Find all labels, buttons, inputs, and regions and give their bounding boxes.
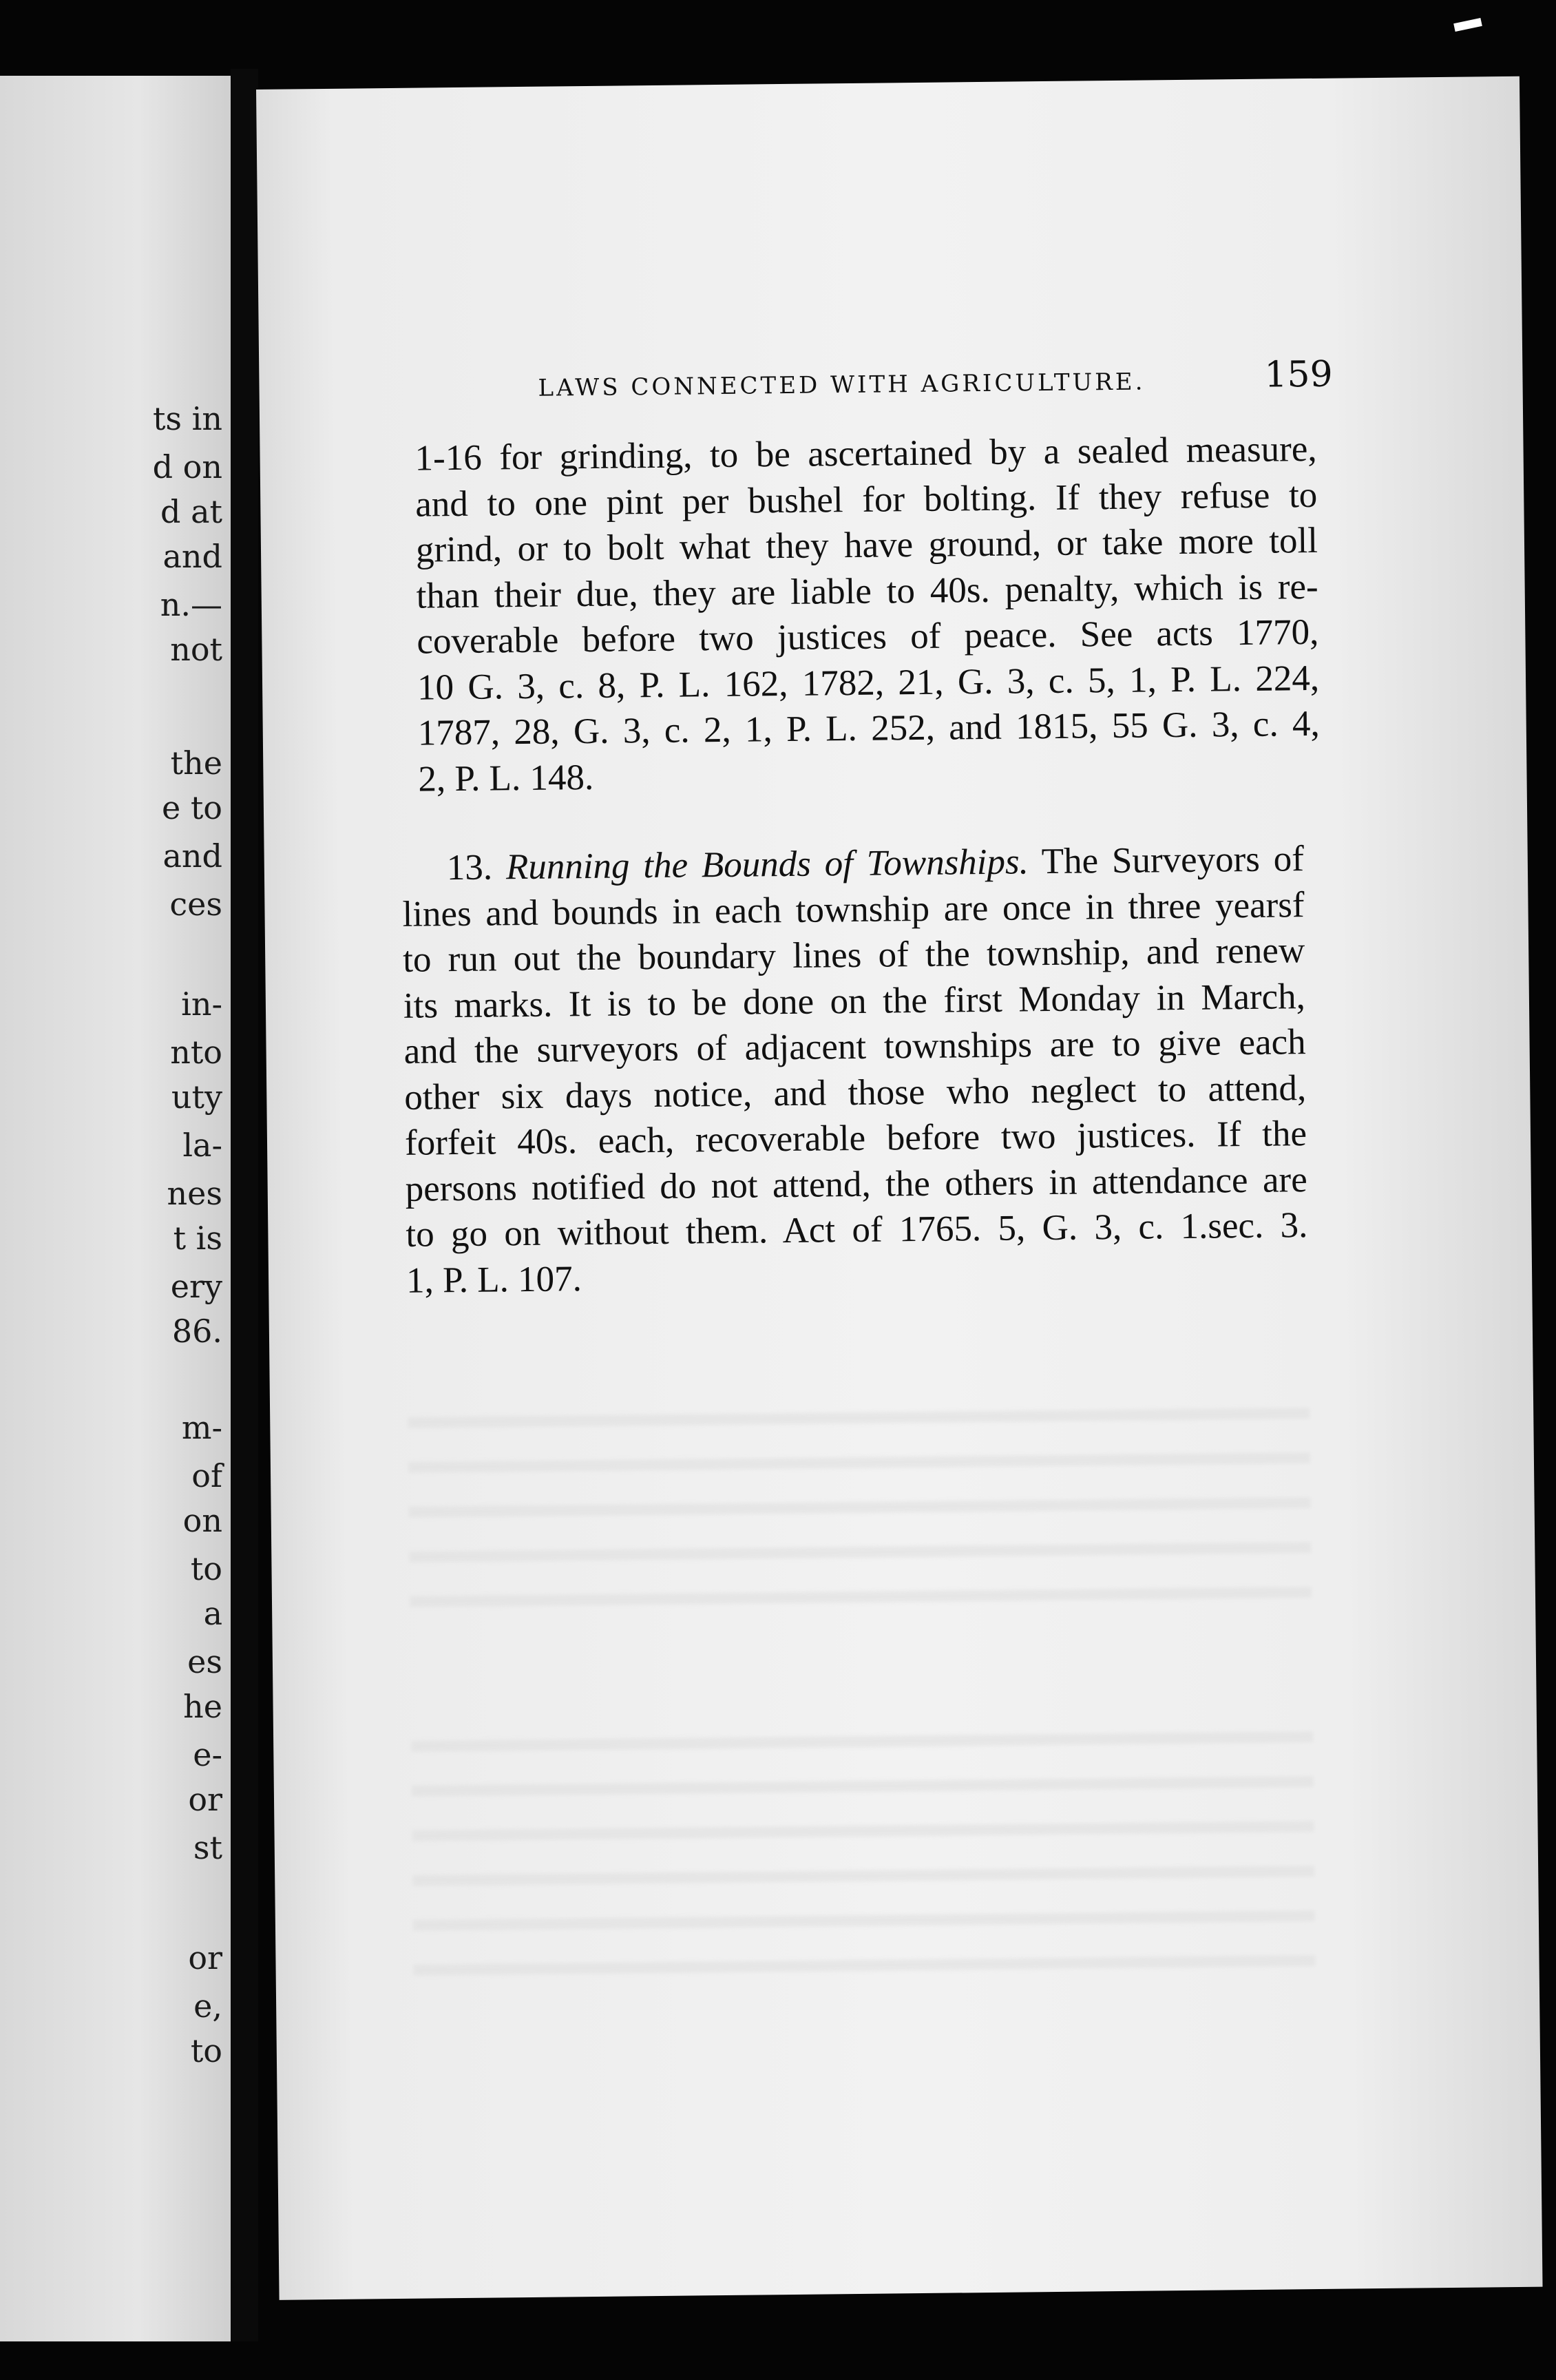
previous-page-fragment-text: uty [171,1078,222,1116]
previous-page-fragment-text: on [182,1502,222,1539]
section-body-lines [402,882,1308,1304]
section-title: Running the Bounds of Townships. [505,842,1029,888]
bleed-through-line [408,1408,1310,1428]
previous-page-fragment-text: to [190,2032,222,2069]
bleed-through-line [413,1910,1315,1931]
previous-page-fragment-text: es [187,1643,222,1680]
bleed-through-line [412,1821,1314,1841]
text-line: other six days notice, and those who neglect to attend, [404,1067,1307,1118]
text-line: 1787, 28, G. 3, c. 2, 1, P. L. 252, and 1815, 55 G. 3, c. 4, [417,703,1321,753]
text-line: and the surveyors of adjacent townships are to give each [403,1022,1306,1072]
bleed-through-line [409,1497,1311,1518]
previous-page-fragment-text: d on [152,448,222,486]
previous-page-fragment-text: nto [170,1034,222,1071]
previous-page-fragment-text: a [203,1595,222,1632]
paragraph-section-13 [402,836,1309,1304]
previous-page-fragment-text: ery [170,1268,222,1305]
bleed-through-line [412,1776,1314,1797]
previous-page-fragment-text: e- [193,1736,222,1773]
bleed-through-line [411,1731,1313,1752]
text-line: 2, P. L. 148. [418,757,594,800]
previous-page-fragment-text: in- [181,985,222,1023]
paragraph-continued [414,426,1320,802]
previous-page-fragment-text: n.— [160,586,222,623]
text-line: lines and bounds in each township are once in three yearsf [402,884,1305,935]
text-line: grind, or to bolt what they have ground, or take more toll [415,520,1318,570]
page-number: 159 [1264,353,1333,396]
bleed-through-line [414,1955,1316,1976]
previous-page-fragment-text: st [193,1829,222,1866]
book-page [256,76,1543,2300]
running-head: LAWS CONNECTED WITH AGRICULTURE. [538,368,1146,402]
text-line: forfeit 40s. each, recoverable before two justices. If the [404,1114,1307,1163]
text-line: to run out the boundary lines of the township, and renew [402,930,1305,980]
previous-page-fragment-text: m- [181,1409,222,1446]
previous-page-fragment-text: and [162,538,222,575]
previous-page-fragment-text: not [170,631,222,668]
previous-page-fragment-text: e, [193,1987,222,2025]
bleed-through-line [412,1866,1314,1886]
bleed-through-line [410,1587,1312,1607]
previous-page-fragment [0,76,231,2341]
previous-page-fragment-text: d at [160,493,222,530]
section-number: 13. [446,847,493,888]
text-line: to go on without them. Act of 1765. 5, G. 3, c. 1.sec. 3. [406,1205,1308,1255]
scan-corner-mark [1453,18,1482,32]
text-line: and to one pint per bushel for bolting. If they refuse to [415,474,1318,525]
previous-page-fragment-text: or [188,1939,222,1976]
previous-page-fragment-text: or [188,1781,222,1818]
text-line: 1, P. L. 107. [406,1258,582,1301]
text-line: persons notified do not attend, the others in attendance are [405,1159,1307,1209]
bleed-through-line [408,1452,1310,1473]
bleed-through-line [409,1542,1311,1563]
previous-page-fragment-text: 86. [171,1313,222,1350]
previous-page-fragment-text: of [191,1457,222,1494]
text-line: than their due, they are liable to 40s. penalty, which is re- [416,566,1318,616]
previous-page-fragment-text: e to [161,789,222,826]
previous-page-fragment-text: and [162,837,222,875]
book-gutter [231,69,258,2341]
section-first-line-rest: The Surveyors of [1041,839,1305,882]
previous-page-fragment-text: ts in [152,400,222,437]
previous-page-fragment-text: nes [167,1175,222,1212]
text-line: 10 G. 3, c. 8, P. L. 162, 1782, 21, G. 3, c. 5, 1, P. L. 224, [417,658,1320,708]
previous-page-fragment-text: to [190,1550,222,1587]
text-line: coverable before two justices of peace. See acts 1770, [417,612,1319,662]
text-line: its marks. It is to be done on the first Monday in March, [403,976,1306,1026]
previous-page-fragment-text: la- [182,1127,222,1164]
previous-page-fragment-text: the [170,744,222,782]
previous-page-fragment-text: ces [169,886,222,923]
previous-page-fragment-text: t is [173,1220,222,1257]
text-line: 1-16 for grinding, to be ascertained by a sealed measure, [414,428,1317,479]
previous-page-fragment-text: he [183,1688,222,1725]
